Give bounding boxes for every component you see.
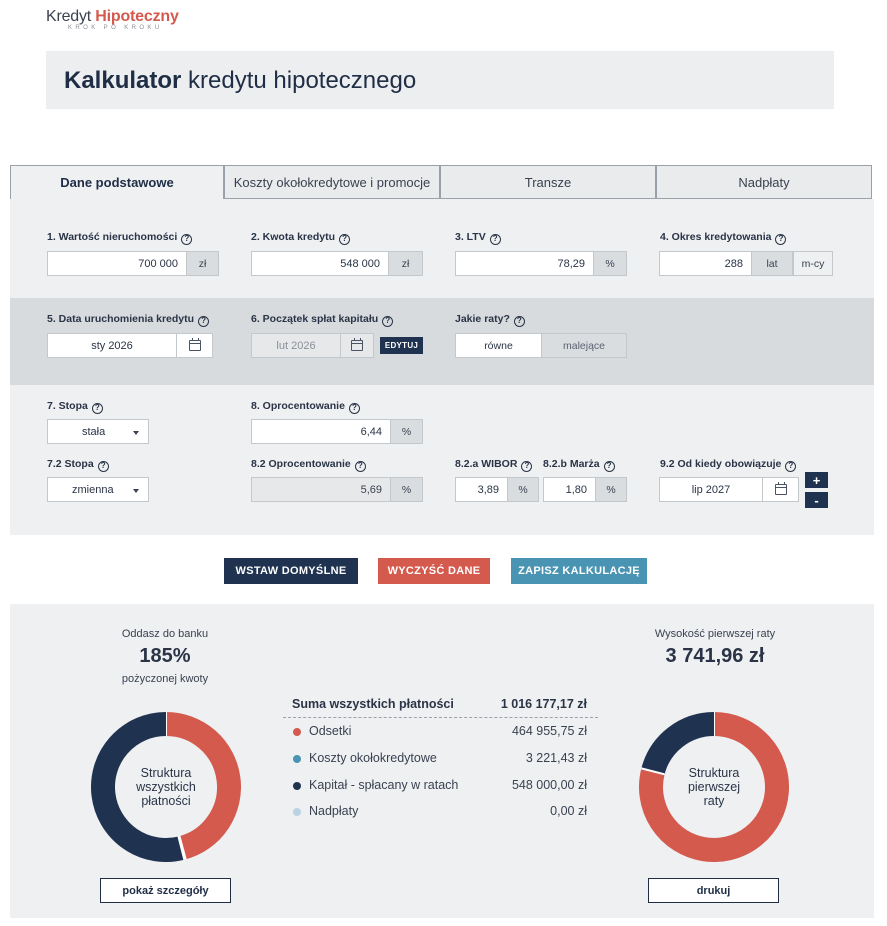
site-logo[interactable] [46,8,179,31]
help-icon[interactable]: ? [181,234,192,245]
summary-value-capital: 548 000,00 zł [511,778,587,792]
rate-type2-select[interactable] [47,477,149,502]
interest-label: 8. Oprocentowanie ? [251,400,360,414]
help-icon[interactable]: ? [514,316,525,327]
interest-unit: % [390,419,423,444]
wibor-input[interactable]: 3,89 [455,477,508,502]
repay-percent: 185% [139,645,191,667]
summary-value-overpayments: 0,00 zł [550,804,587,818]
repay-sub: pożyczonej kwoty [121,673,209,685]
help-icon[interactable]: ? [490,234,501,245]
rate-type2-label: 7.2 Stopa ? [47,458,109,472]
installments-decreasing-option[interactable]: malejące [541,333,627,358]
calendar-icon [775,484,787,495]
chevron-down-icon [133,489,139,493]
capital-start-input: lut 2026 [251,333,341,358]
ltv-label: 3. LTV ? [455,231,501,245]
loan-amount-label: 2. Kwota kredytu ? [251,231,350,245]
period-unit-years[interactable]: lat [751,251,793,276]
rate-type-value: stała [82,425,106,438]
property-value-input[interactable]: 700 000 [47,251,187,276]
property-value-label: 1. Wartość nieruchomości ? [47,231,192,245]
help-icon[interactable]: ? [604,461,615,472]
summary-divider [283,717,598,718]
margin-label: 8.2.b Marża ? [543,458,615,472]
first-rate-value: 3 741,96 zł [665,645,765,667]
help-icon[interactable]: ? [349,403,360,414]
valid-from-input[interactable]: lip 2027 [659,477,763,502]
loan-amount-input[interactable]: 548 000 [251,251,389,276]
capital-start-calendar-button [340,333,374,358]
donut-label-line: Struktura [688,766,740,780]
calendar-icon [351,340,363,351]
start-date-label: 5. Data uruchomienia kredytu ? [47,313,209,327]
interest2-label: 8.2 Oprocentowanie ? [251,458,366,472]
rate-type2-value: zmienna [72,483,114,496]
capital-legend-dot [293,782,301,790]
property-value-unit: zł [186,251,219,276]
donut-slice-kapita- [653,724,714,771]
interest2-input: 5,69 [251,477,391,502]
repay-caption: Oddasz do banku [121,628,209,640]
summary-value-interest: 464 955,75 zł [511,724,587,738]
form-section-basic [10,199,874,298]
rate-type-select[interactable] [47,419,149,444]
add-rate-period-button[interactable]: + [805,472,828,488]
logo-tagline: KROK PO KROKU [68,25,163,31]
logo-text-1: Kredyt [46,8,96,25]
payments-structure-label [116,766,216,808]
help-icon[interactable]: ? [198,316,209,327]
donut-label-line: płatności [141,794,191,808]
donut-label-line: pierwszej [687,780,741,794]
overpayments-legend-dot [293,808,301,816]
wibor-label: 8.2.a WIBOR ? [455,458,532,472]
installments-equal-option[interactable]: równe [455,333,542,358]
period-input[interactable]: 288 [659,251,752,276]
valid-from-calendar-button[interactable] [762,477,799,502]
loan-amount-unit: zł [388,251,423,276]
tab-bar [10,165,872,199]
save-calculation-button[interactable]: ZAPISZ KALKULACJĘ [511,558,647,584]
chevron-down-icon [133,431,139,435]
page-title-box [46,51,834,109]
calendar-icon [189,340,201,351]
tab-basic-data[interactable]: Dane podstawowe [10,165,224,199]
wibor-unit: % [507,477,539,502]
margin-unit: % [595,477,627,502]
start-date-calendar-button[interactable] [176,333,213,358]
summary-label-costs: Koszty okołokredytowe [309,751,437,765]
donut-label-line: raty [703,794,725,808]
period-label: 4. Okres kredytowania ? [660,231,786,245]
page-title-bold: Kalkulator [64,67,182,94]
costs-legend-dot [293,755,301,763]
page-title [64,67,416,95]
logo-text-2: Hipoteczny [95,8,179,25]
start-date-input[interactable]: sty 2026 [47,333,177,358]
donut-label-line: Struktura [140,766,192,780]
summary-label-overpayments: Nadpłaty [309,804,359,818]
tab-overpayments[interactable]: Nadpłaty [656,165,872,199]
rate-type-label: 7. Stopa ? [47,400,103,414]
margin-input[interactable]: 1,80 [543,477,596,502]
print-button[interactable]: drukuj [648,878,779,903]
interest-input[interactable]: 6,44 [251,419,391,444]
help-icon[interactable]: ? [775,234,786,245]
donut-label-line: wszystkich [136,780,196,794]
help-icon[interactable]: ? [92,403,103,414]
clear-data-button[interactable]: WYCZYŚĆ DANE [378,558,490,584]
interest2-unit: % [390,477,423,502]
summary-value-costs: 3 221,43 zł [525,751,587,765]
page-title-rest: kredytu hipotecznego [181,67,417,94]
help-icon[interactable]: ? [785,461,796,472]
help-icon[interactable]: ? [339,234,350,245]
valid-from-label: 9.2 Od kiedy obowiązuje ? [660,458,796,472]
ltv-input[interactable]: 78,29 [455,251,594,276]
edit-capital-start-button[interactable]: EDYTUJ [380,337,423,354]
help-icon[interactable]: ? [355,461,366,472]
period-unit-months[interactable]: m-cy [793,251,833,276]
summary-label-capital: Kapitał - spłacany w ratach [309,778,459,792]
insert-defaults-button[interactable]: WSTAW DOMYŚLNE [224,558,358,584]
help-icon[interactable]: ? [98,461,109,472]
first-rate-structure-label [664,766,764,808]
help-icon[interactable]: ? [382,316,393,327]
summary-total: 1 016 177,17 zł [500,697,587,711]
capital-start-label: 6. Początek spłat kapitału ? [251,313,393,327]
first-rate-caption: Wysokość pierwszej raty [654,628,776,640]
show-details-button[interactable]: pokaż szczegóły [100,878,231,903]
summary-title: Suma wszystkich płatności [292,697,454,711]
summary-label-interest: Odsetki [309,724,352,738]
tab-tranches[interactable]: Transze [440,165,656,199]
help-icon[interactable]: ? [521,461,532,472]
remove-rate-period-button[interactable]: - [805,492,828,508]
installments-label: Jakie raty? ? [455,313,525,327]
interest-legend-dot [293,728,301,736]
ltv-unit: % [593,251,627,276]
tab-costs-promotions[interactable]: Koszty okołokredytowe i promocje [224,165,440,199]
